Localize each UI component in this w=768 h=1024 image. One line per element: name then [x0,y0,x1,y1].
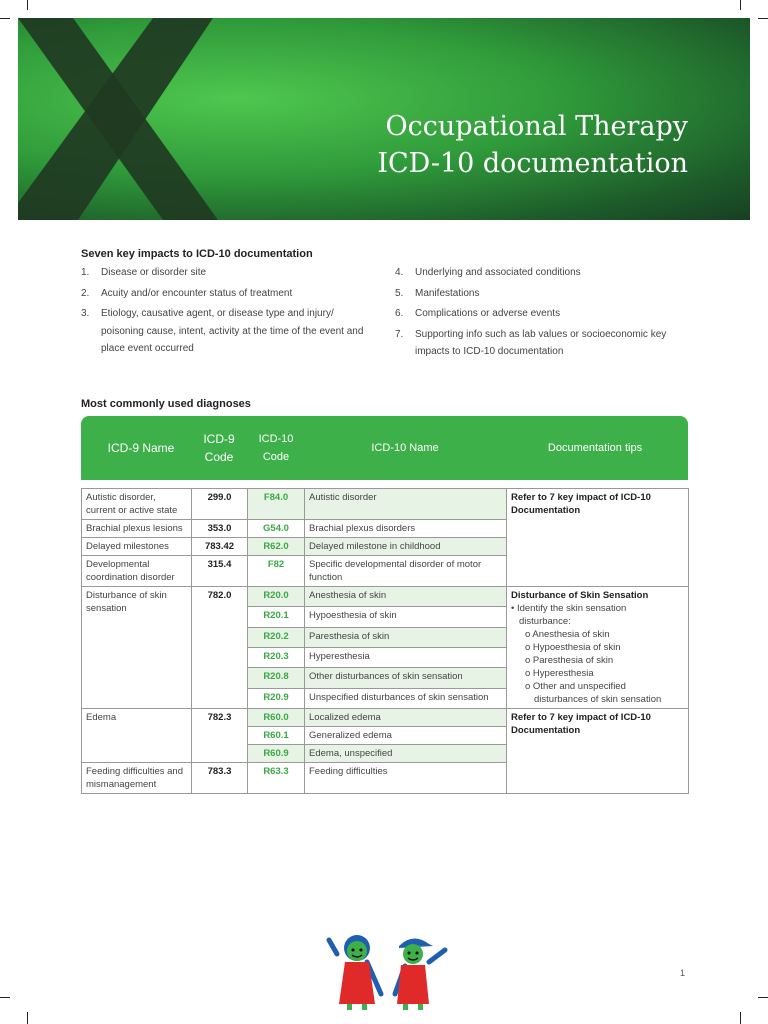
icd10-code: R20.8 [248,668,305,688]
icd10-code: R60.0 [248,709,305,727]
table-row [82,709,689,727]
icd9-code: 353.0 [192,520,248,538]
icd9-name: Feeding difficulties and mismanagement [82,763,192,794]
icd9-name: Brachial plexus lesions [82,520,192,538]
col-header-icd9-code: ICD-9 Code [203,432,235,464]
icd9-code: 315.4 [192,556,248,587]
table-row [82,587,689,607]
col-header-icd10-name: ICD-10 Name [371,442,439,454]
icd10-name: Localized edema [305,709,507,727]
icd10-name: Brachial plexus disorders [305,520,507,538]
icd9-code: 783.3 [192,763,248,794]
icd9-code: 782.3 [192,709,248,763]
icd10-code: R60.1 [248,727,305,745]
list-item: 7. Supporting info such as lab values or socioeconomic key impacts to ICD-10 documentation [395,328,667,357]
icd10-code: F84.0 [248,489,305,520]
table-header [81,416,688,480]
crop-mark [0,18,10,19]
crop-mark [27,1012,28,1024]
list-item: 3. Etiology, causative agent, or disease type and injury/ poisoning cause, intent, activity at the time of the event and place event occurred [81,308,364,354]
table-row [82,489,689,520]
icd10-code: G54.0 [248,520,305,538]
icd10-code: R60.9 [248,745,305,763]
list-item: 1. Disease or disorder site [81,267,207,278]
list-item: 4. Underlying and associated conditions [395,267,581,278]
col-header-icd10-code: ICD-10 Code [258,433,294,463]
impacts-heading: Seven key impacts to ICD-10 documentation [81,248,313,260]
icd10-name: Other disturbances of skin sensation [305,668,507,688]
icd9-code: 299.0 [192,489,248,520]
icd10-name: Hypoesthesia of skin [305,607,507,627]
icd10-code: R20.2 [248,627,305,647]
crop-mark [740,1012,741,1024]
documentation-tip: Refer to 7 key impact of ICD-10 Documentation [507,489,689,587]
crop-mark [0,997,10,998]
icd9-name: Delayed milestones [82,538,192,556]
icd10-name: Hyperesthesia [305,647,507,667]
page-number: 1 [680,968,686,978]
page-title: Occupational Therapy ICD-10 documentation [377,111,688,179]
icd9-name: Edema [82,709,192,763]
icd9-name: Disturbance of skin sensation [82,587,192,709]
icd10-code: R20.1 [248,607,305,627]
icd10-name: Specific developmental disorder of motor function [305,556,507,587]
impacts-list-left [81,264,371,358]
icd10-code: F82 [248,556,305,587]
documentation-tip: Refer to 7 key impact of ICD-10 Documentation [507,709,689,794]
icd10-code: R20.0 [248,587,305,607]
col-header-tips: Documentation tips [547,442,643,454]
icd10-code: R20.3 [248,647,305,667]
icd10-name: Unspecified disturbances of skin sensation [305,688,507,708]
icd10-name: Autistic disorder [305,489,507,520]
icd9-code: 783.42 [192,538,248,556]
kids-logo [325,932,450,1010]
diagnoses-table [81,488,689,794]
crop-mark [758,997,768,998]
header-banner [18,18,750,220]
icd10-code: R20.9 [248,688,305,708]
crop-mark [758,18,768,19]
crop-mark [740,0,741,10]
icd10-name: Paresthesia of skin [305,627,507,647]
icd9-name: Autistic disorder, current or active state [82,489,192,520]
col-header-icd9-name: ICD-9 Name [107,441,175,455]
list-item: 2. Acuity and/or encounter status of treatment [81,287,293,299]
icd9-code: 782.0 [192,587,248,709]
crop-mark [27,0,28,10]
list-item: 6. Complications or adverse events [395,308,561,319]
impacts-list-right [395,264,685,361]
icd10-code: R62.0 [248,538,305,556]
icd10-name: Feeding difficulties [305,763,507,794]
icd10-name: Delayed milestone in childhood [305,538,507,556]
icd10-name: Anesthesia of skin [305,587,507,607]
documentation-tip: Disturbance of Skin Sensation • Identify the skin sensation disturbance: o Anesthesia of skin o Hypoesthesia of skin o Paresthesia of skin o Hyperesthesia o Other and unspecified disturbances of skin sensation [507,587,689,709]
icd10-name: Generalized edema [305,727,507,745]
diagnoses-heading: Most commonly used diagnoses [81,398,251,410]
icd10-name: Edema, unspecified [305,745,507,763]
list-item: 5. Manifestations [395,287,480,299]
icd9-name: Developmental coordination disorder [82,556,192,587]
icd10-code: R63.3 [248,763,305,794]
